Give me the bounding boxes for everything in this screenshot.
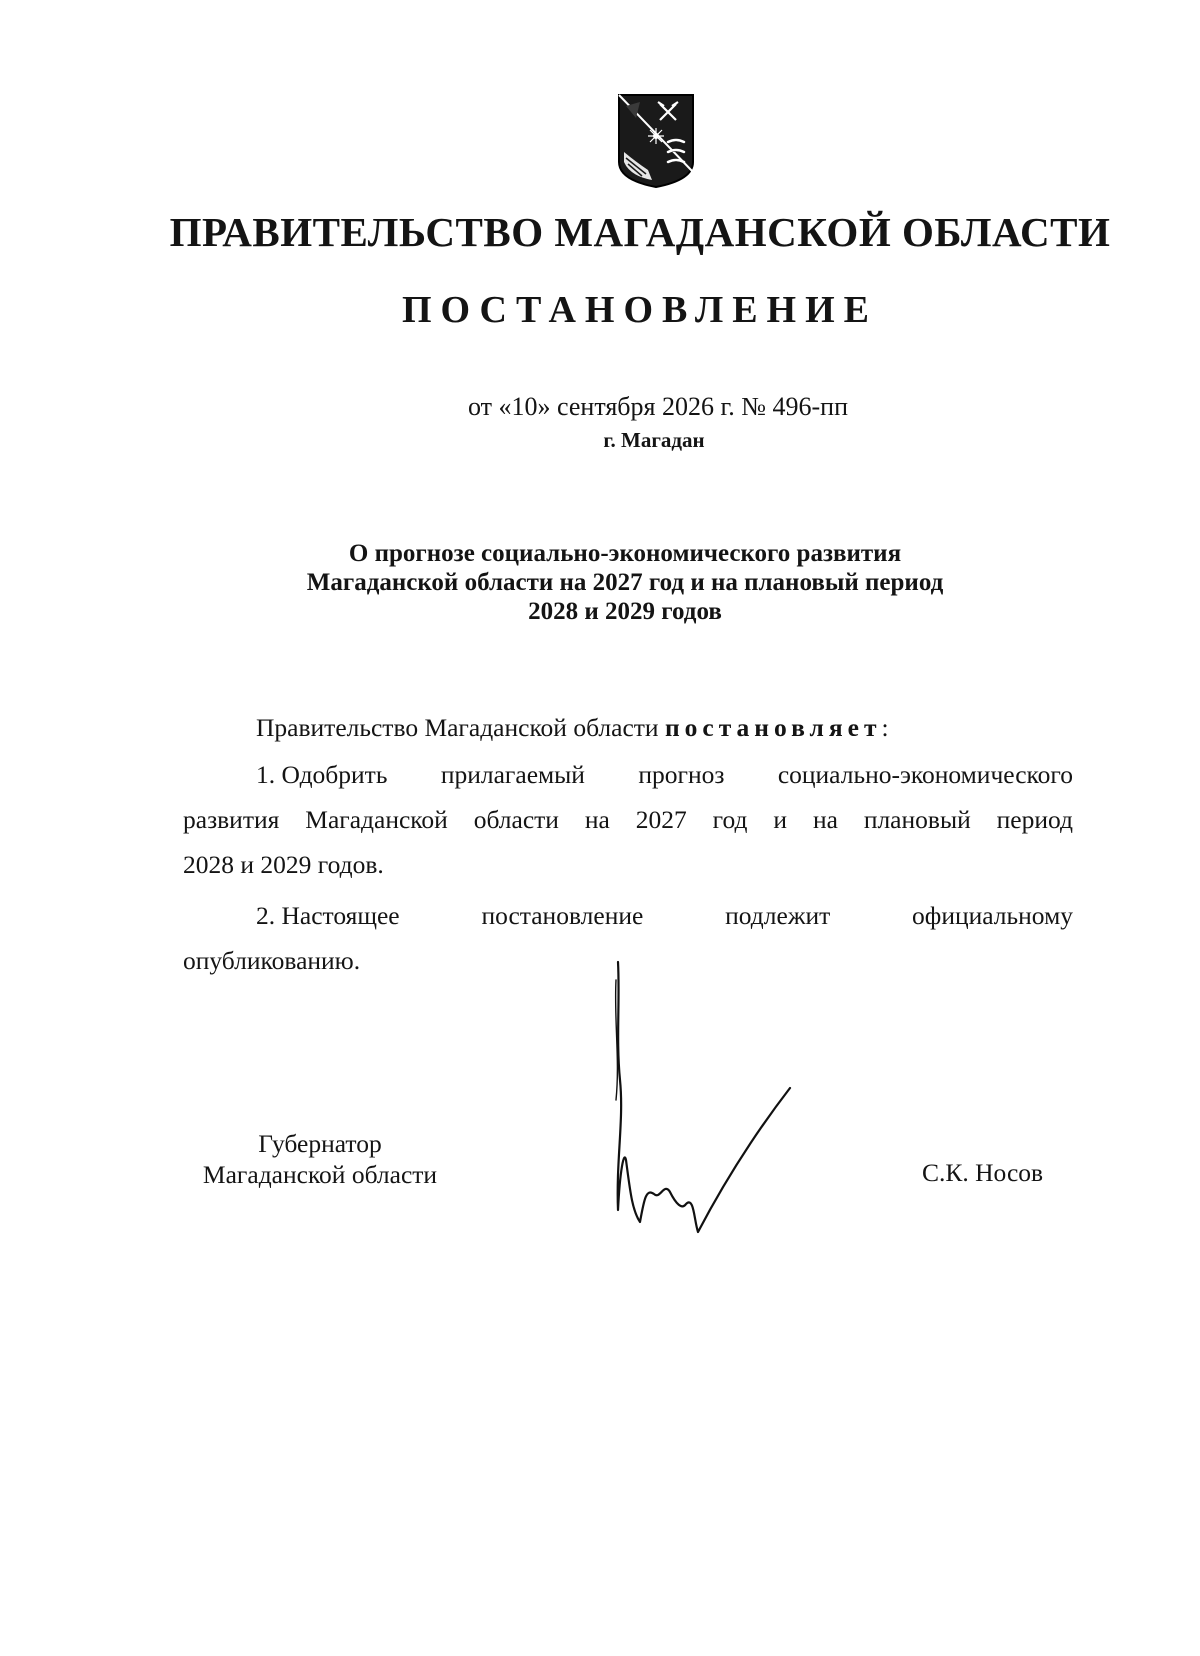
document-type-title: ПОСТАНОВЛЕНИЕ: [401, 289, 879, 331]
word: 2027: [635, 805, 687, 834]
signatory-position: [180, 1128, 460, 1190]
item-2-line-2: опубликованию.: [183, 946, 361, 975]
organization-title: ПРАВИТЕЛЬСТВО МАГАДАНСКОЙ ОБЛАСТИ: [169, 209, 1111, 255]
word: период: [996, 805, 1073, 834]
word: официальному: [912, 901, 1073, 930]
word: социально-экономического: [777, 760, 1073, 789]
resolution-intro: [183, 705, 1146, 750]
intro-suffix: :: [881, 713, 889, 742]
word: год: [712, 805, 748, 834]
position-line-1: Губернатор: [258, 1129, 382, 1158]
signatory-name: С.К. Носов: [922, 1158, 1044, 1187]
word: подлежит: [725, 901, 831, 930]
word: прилагаемый: [440, 760, 585, 789]
word: и: [773, 805, 788, 834]
position-line-2: Магаданской области: [202, 1160, 438, 1189]
word: на: [584, 805, 610, 834]
item-2-line-1: [183, 893, 1073, 938]
coat-of-arms-icon: [616, 92, 696, 190]
word: на: [812, 805, 838, 834]
intro-verb: постановляет: [664, 713, 882, 742]
document-subject: [240, 539, 1010, 626]
word: 1. Одобрить: [256, 760, 388, 789]
document-date-number: от «10» сентября 2026 г. № 496-пп: [467, 392, 849, 421]
word: Магаданской: [305, 805, 448, 834]
item-1-line-2: [183, 797, 1073, 842]
subject-line: 2028 и 2029 годов: [528, 598, 722, 625]
document-city: г. Магадан: [603, 428, 705, 452]
item-1-line-1: [183, 752, 1073, 797]
handwritten-signature-icon: [590, 960, 810, 1260]
word: плановый: [863, 805, 971, 834]
word: развития: [183, 805, 280, 834]
word: постановление: [481, 901, 644, 930]
subject-line: Магаданской области на 2027 год и на плановый период: [306, 569, 944, 596]
subject-line: О прогнозе социально-экономического развития: [348, 540, 902, 567]
word: 2. Настоящее: [256, 901, 400, 930]
item-1-line-3: 2028 и 2029 годов.: [183, 850, 384, 879]
word: области: [473, 805, 559, 834]
intro-prefix: Правительство Магаданской области: [256, 713, 659, 742]
word: прогноз: [638, 760, 725, 789]
resolution-item-1: [183, 752, 1073, 887]
